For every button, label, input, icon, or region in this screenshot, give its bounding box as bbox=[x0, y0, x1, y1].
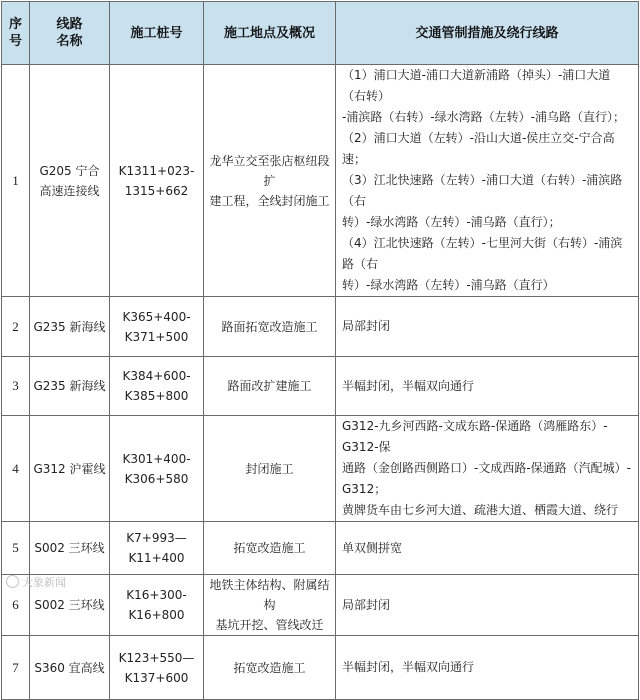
cell-stake-line: K384+600- bbox=[122, 369, 191, 383]
cell-stake bbox=[110, 297, 204, 357]
cell-location bbox=[204, 575, 336, 636]
cell-measures-line: 通路（金创路西侧路口）-文成西路-保通路（汽配城）- bbox=[342, 461, 631, 475]
cell-measures-line: G312-九乡河西路-文成东路-保通路（鸿雁路东）-G312-保 bbox=[342, 419, 608, 454]
cell-route-line: G205 宁合 bbox=[39, 163, 100, 178]
header-measures: 交通管制措施及绕行线路 bbox=[336, 2, 639, 65]
cell-stake-line: K306+580 bbox=[124, 471, 189, 486]
table-row bbox=[2, 636, 639, 700]
cell-stake-line: 1315+662 bbox=[124, 183, 189, 198]
header-location: 施工地点及概况 bbox=[204, 2, 336, 65]
table-header-row bbox=[2, 2, 639, 65]
cell-route bbox=[30, 522, 110, 575]
table-row bbox=[2, 297, 639, 357]
cell-no: 5 bbox=[2, 522, 30, 575]
table-row bbox=[2, 357, 639, 416]
cell-measures-line: 半幅封闭，半幅双向通行 bbox=[342, 660, 475, 674]
cell-stake-line: K16+300- bbox=[126, 588, 187, 602]
cell-measures-line: （4）江北快速路（左转）-七里河大街（右转）-浦滨路（右 bbox=[342, 236, 623, 271]
cell-measures bbox=[336, 636, 639, 700]
cell-stake bbox=[110, 522, 204, 575]
cell-stake-line: K16+800 bbox=[128, 608, 185, 622]
cell-stake bbox=[110, 636, 204, 700]
cell-measures-line: （3）江北快速路（左转）-浦口大道（右转）-浦滨路（右 bbox=[342, 173, 623, 208]
cell-location bbox=[204, 636, 336, 700]
cell-stake-line: K371+500 bbox=[124, 329, 189, 344]
cell-location-line: 路面拓宽改造施工 bbox=[221, 319, 318, 334]
cell-measures bbox=[336, 522, 639, 575]
cell-stake-line: K1311+023- bbox=[118, 163, 195, 178]
cell-measures-line: 局部封闭 bbox=[342, 597, 391, 612]
cell-measures-line: 转）-绿水湾路（左转）-浦乌路（直行）； bbox=[342, 215, 561, 229]
cell-stake bbox=[110, 65, 204, 297]
cell-no: 7 bbox=[2, 636, 30, 700]
cell-stake-line: K365+400- bbox=[122, 309, 191, 324]
cell-route bbox=[30, 297, 110, 357]
cell-no: 4 bbox=[2, 416, 30, 522]
cell-route bbox=[30, 636, 110, 700]
cell-location bbox=[204, 357, 336, 416]
cell-measures-line: 转）-绿水湾路（左转）-浦乌路（直行） bbox=[342, 278, 555, 292]
header-route: 线路 名称 bbox=[30, 2, 110, 65]
traffic-control-table bbox=[1, 1, 639, 700]
cell-measures-line: 黄牌货车由七乡河大道、疏港大道、栖霞大道、绕行 bbox=[342, 503, 619, 517]
cell-location-line: 龙华立交至张店枢纽段扩 bbox=[209, 153, 330, 188]
cell-route bbox=[30, 65, 110, 297]
cell-route-line: G235 新海线 bbox=[33, 319, 106, 334]
cell-measures-line: 半幅封闭，半幅双向通行 bbox=[342, 378, 475, 393]
cell-route-line: G312 沪霍线 bbox=[33, 461, 106, 476]
cell-measures-line: （2）浦口大道（左转）-沿山大道-侯庄立交-宁合高速； bbox=[342, 131, 615, 166]
cell-no: 3 bbox=[2, 357, 30, 416]
cell-location-line: 基坑开挖、管线改迁 bbox=[215, 618, 324, 632]
cell-location-line: 地铁主体结构、附属结构 bbox=[209, 578, 330, 612]
cell-route-line: S360 宜高线 bbox=[34, 660, 105, 675]
cell-route-line: 高速连接线 bbox=[39, 183, 100, 198]
cell-location-line: 建工程，全线封闭施工 bbox=[209, 193, 330, 208]
cell-route bbox=[30, 357, 110, 416]
cell-location-line: 拓宽改造施工 bbox=[233, 541, 306, 555]
cell-measures-line: 单双侧拼宽 bbox=[342, 540, 403, 555]
cell-location bbox=[204, 297, 336, 357]
header-no: 序 号 bbox=[2, 2, 30, 65]
cell-location-line: 封闭施工 bbox=[245, 461, 294, 476]
cell-route-line: S002 三环线 bbox=[34, 598, 105, 612]
cell-stake-line: K385+800 bbox=[124, 389, 189, 403]
watermark-logo-icon bbox=[6, 575, 19, 588]
table-row bbox=[2, 416, 639, 522]
cell-route-line: S002 三环线 bbox=[34, 541, 105, 555]
cell-stake-line: K7+993— bbox=[126, 531, 187, 545]
cell-no: 6 bbox=[2, 575, 30, 636]
cell-stake-line: K123+550— bbox=[118, 650, 195, 665]
cell-measures-line: （1）浦口大道-浦口大道新浦路（掉头）-浦口大道（右转） bbox=[342, 68, 611, 103]
cell-measures-line: G312； bbox=[342, 482, 387, 496]
cell-measures-line: -浦滨路（右转）-绿水湾路（左转）-浦乌路（直行）； bbox=[342, 110, 625, 124]
watermark: 大象新闻 bbox=[6, 574, 66, 590]
cell-stake bbox=[110, 416, 204, 522]
cell-measures bbox=[336, 297, 639, 357]
cell-stake-line: K11+400 bbox=[128, 551, 185, 565]
table-row bbox=[2, 65, 639, 297]
cell-route-line: G235 新海线 bbox=[33, 379, 106, 393]
table-row bbox=[2, 522, 639, 575]
cell-stake bbox=[110, 357, 204, 416]
cell-no: 1 bbox=[2, 65, 30, 297]
cell-measures bbox=[336, 65, 639, 297]
cell-measures bbox=[336, 575, 639, 636]
cell-location bbox=[204, 416, 336, 522]
cell-measures bbox=[336, 416, 639, 522]
cell-location bbox=[204, 65, 336, 297]
cell-measures bbox=[336, 357, 639, 416]
cell-no: 2 bbox=[2, 297, 30, 357]
cell-stake bbox=[110, 575, 204, 636]
table-row bbox=[2, 575, 639, 636]
header-stake: 施工桩号 bbox=[110, 2, 204, 65]
cell-stake-line: K137+600 bbox=[124, 670, 189, 685]
cell-stake-line: K301+400- bbox=[122, 451, 191, 466]
cell-measures-line: 局部封闭 bbox=[342, 319, 391, 333]
cell-location-line: 路面改扩建施工 bbox=[227, 379, 312, 393]
cell-location bbox=[204, 522, 336, 575]
cell-location-line: 拓宽改造施工 bbox=[233, 660, 306, 675]
cell-route bbox=[30, 416, 110, 522]
